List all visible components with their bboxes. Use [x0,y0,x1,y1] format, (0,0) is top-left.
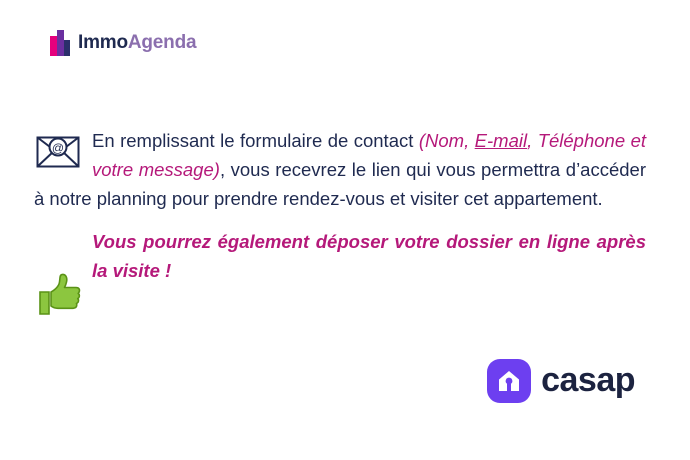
icon-gutter-1 [34,126,92,184]
logo-text-immo: Immo [78,32,128,53]
casap-logo [487,359,635,403]
immoagenda-logo [50,30,196,56]
logo-text-agenda: Agenda [127,32,197,53]
p1-seg-4: , vous recevrez le lien qui vous permettra d’accéder à notre planning pour prendre rendez-vous et visiter cet appartement. [34,159,647,209]
immoagenda-logo-text [78,32,196,54]
icon-gutter-2 [34,227,92,273]
paragraph-contact-form [34,126,646,213]
p1-seg-0: En remplissant le formulaire de contact [92,130,419,151]
paragraph-online-dossier [34,227,646,285]
casap-house-icon [487,359,531,403]
message-body [34,126,646,304]
logo-bar-purple [57,30,64,56]
immoagenda-bars-icon [50,30,70,56]
p1-seg-3: , Téléphone et votre message) [92,130,647,180]
p1-seg-2: E-mail [474,130,528,151]
p1-seg-1: (Nom, [418,130,475,151]
logo-bar-navy [64,40,70,56]
svg-text:@: @ [51,141,65,155]
p2-text: Vous pourrez également déposer votre dossier en ligne après la visite ! [92,231,646,281]
logo-bar-pink [50,36,57,56]
casap-logo-text: casap [541,360,635,399]
